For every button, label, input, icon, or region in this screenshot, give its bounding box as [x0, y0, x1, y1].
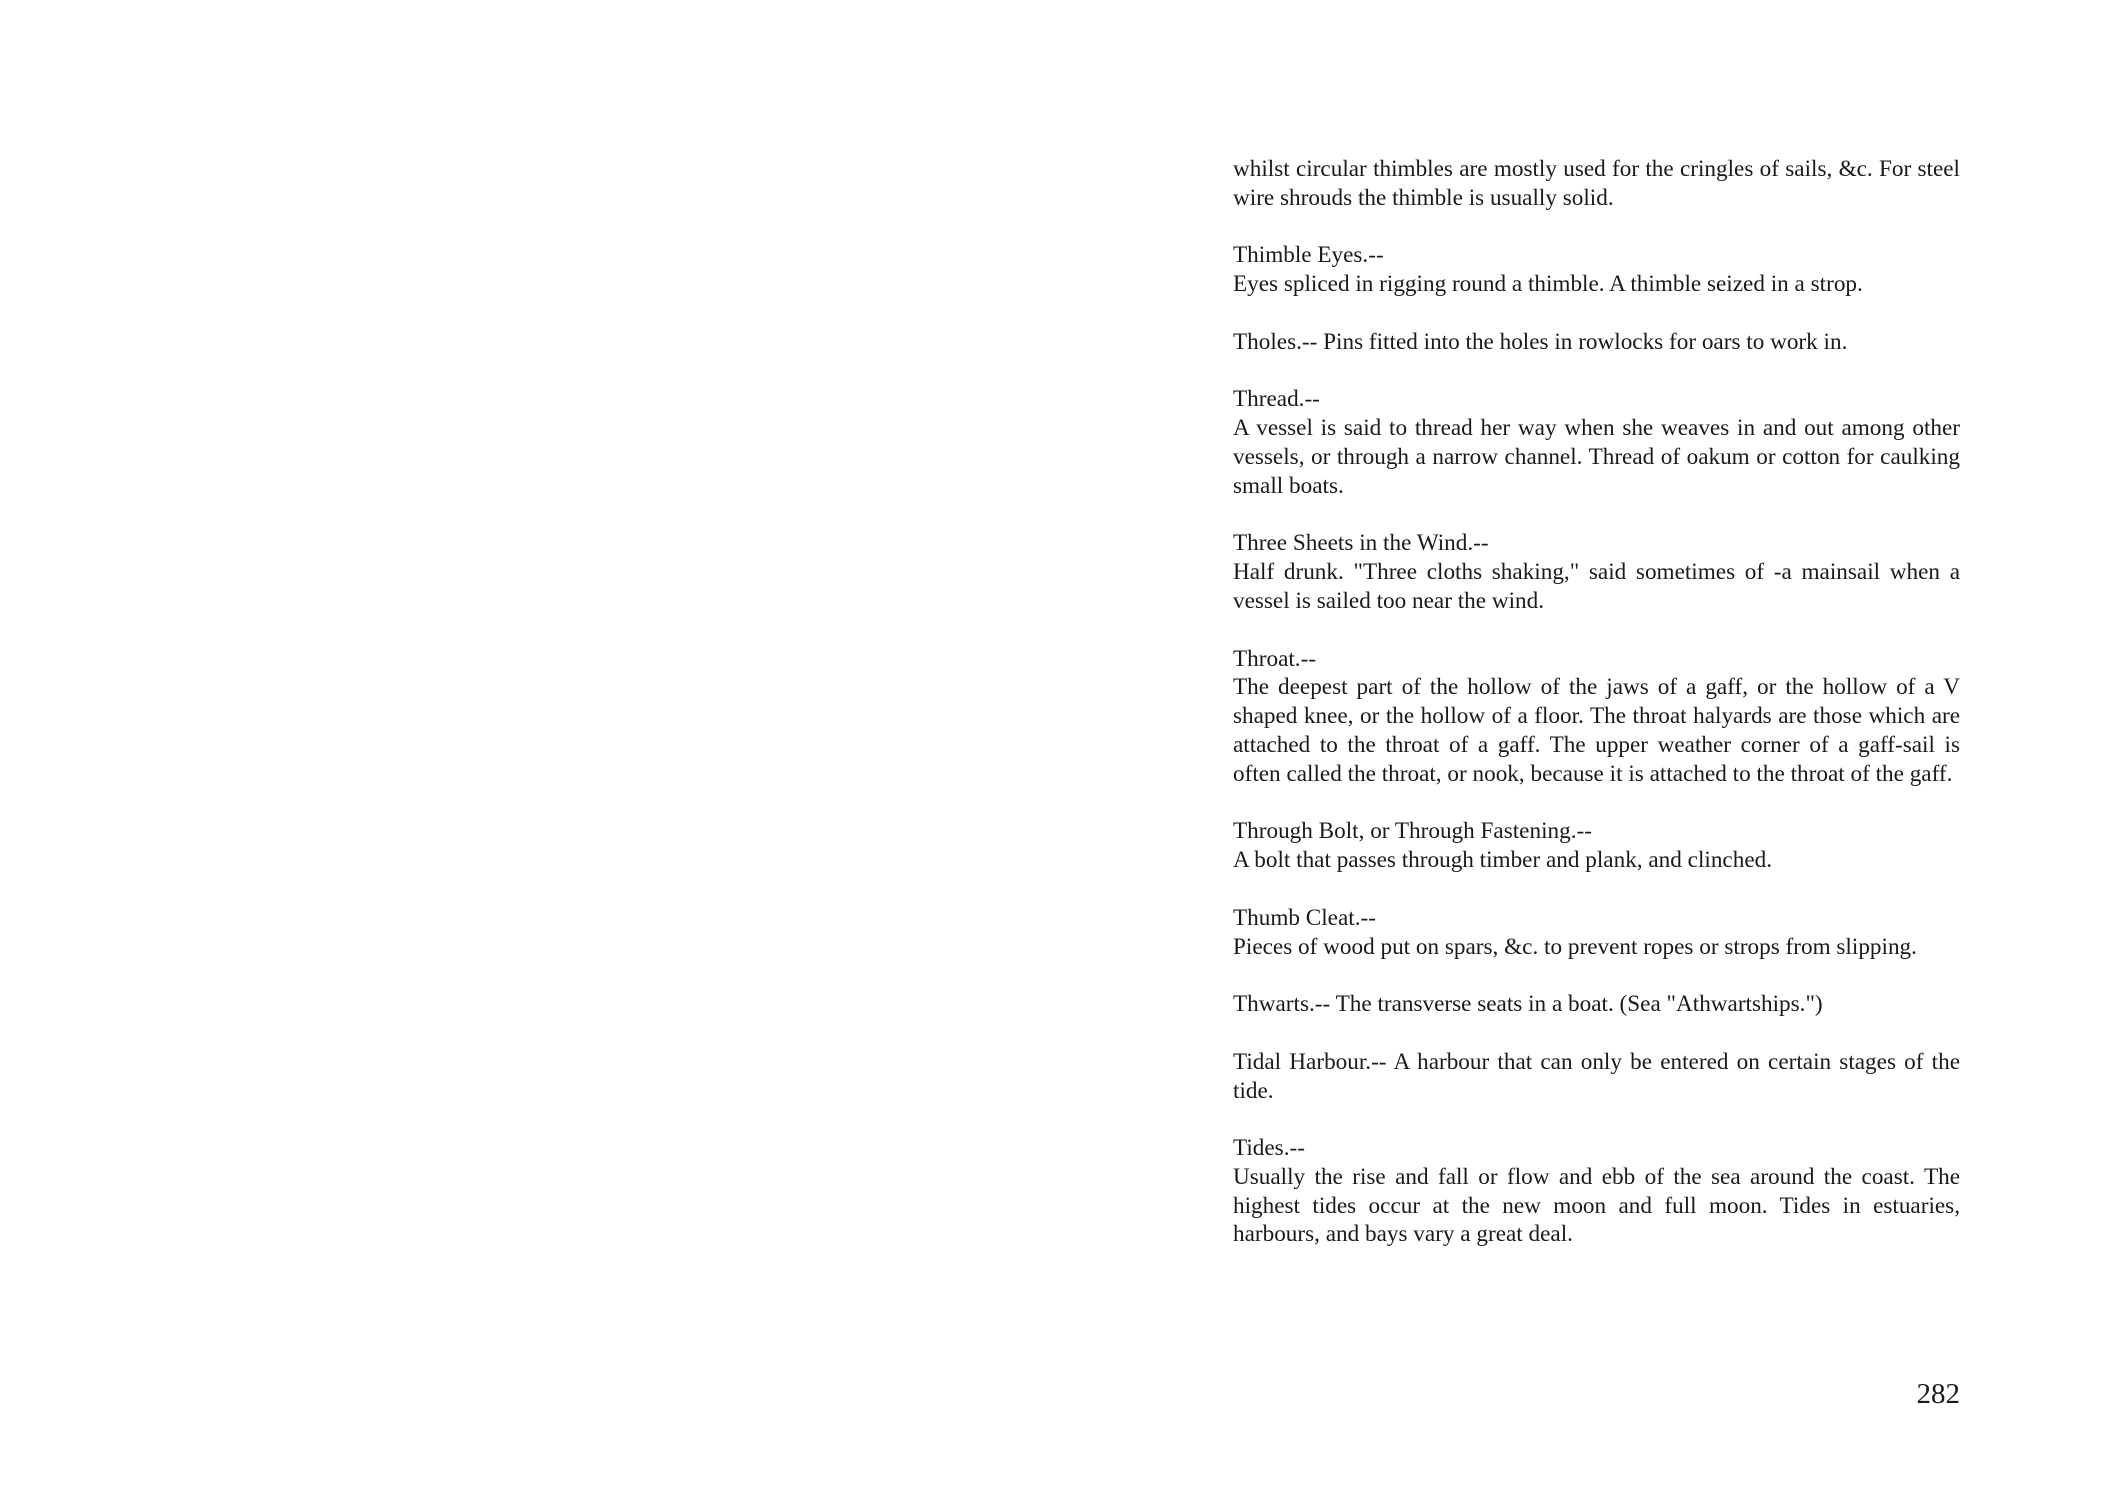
- glossary-entry-thimble-continued: [1233, 155, 1960, 213]
- glossary-entry-three-sheets: [1233, 529, 1960, 615]
- glossary-entry-thimble-eyes: [1233, 241, 1960, 299]
- glossary-entry-tides: [1233, 1134, 1960, 1249]
- glossary-entry-thread: [1233, 385, 1960, 500]
- entry-text: Thwarts.-- The transverse seats in a boat. (Sea "Athwartships."): [1233, 991, 1823, 1018]
- entry-text: whilst circular thimbles are mostly used for the cringles of sails, &c. For steel wire shrouds the thimble is usually solid.: [1233, 156, 1960, 211]
- glossary-entry-tholes: [1233, 328, 1960, 357]
- entry-definition: A bolt that passes through timber and plank, and clinched.: [1233, 847, 1772, 874]
- entry-term: Thimble Eyes.--: [1233, 242, 1384, 269]
- entry-text: Tidal Harbour.-- A harbour that can only be entered on certain stages of the tide.: [1233, 1048, 1960, 1104]
- entry-term: Thumb Cleat.--: [1233, 904, 1376, 931]
- glossary-entry-thumb-cleat: [1233, 904, 1960, 962]
- entry-text: Tholes.-- Pins fitted into the holes in rowlocks for oars to work in.: [1233, 328, 1848, 355]
- entry-definition: The deepest part of the hollow of the jaws of a gaff, or the hollow of a V shaped knee, or the hollow of a floor. The throat halyards are those which are attached to the throat of a gaff. The upper weather corner of a gaff-sail is often called the throat, or nook, because it is attached to the throat of the gaff.: [1233, 674, 1960, 787]
- glossary-entry-tidal-harbour: [1233, 1048, 1960, 1106]
- entry-definition: A vessel is said to thread her way when she weaves in and out among other vessels, or through a narrow channel. Thread of oakum or cotton for caulking small boats.: [1233, 415, 1960, 499]
- entry-definition: Pieces of wood put on spars, &c. to prevent ropes or strops from slipping.: [1233, 933, 1917, 960]
- entry-definition: Half drunk. "Three cloths shaking," said sometimes of -a mainsail when a vessel is sailed too near the wind.: [1233, 559, 1960, 614]
- entry-term: Tides.--: [1233, 1135, 1305, 1162]
- entry-definition: Usually the rise and fall or flow and ebb of the sea around the coast. The highest tides occur at the new moon and full moon. Tides in estuaries, harbours, and bays vary a great deal.: [1233, 1163, 1960, 1248]
- entry-term: Thread.--: [1233, 386, 1320, 413]
- glossary-entry-through-bolt: [1233, 817, 1960, 875]
- entry-term: Through Bolt, or Through Fastening.--: [1233, 818, 1592, 845]
- glossary-entry-thwarts: [1233, 990, 1960, 1019]
- entry-definition: Eyes spliced in rigging round a thimble. A thimble seized in a strop.: [1233, 271, 1863, 298]
- entry-term: Three Sheets in the Wind.--: [1233, 530, 1489, 557]
- left-blank-page: [0, 0, 1052, 1489]
- entry-term: Throat.--: [1233, 645, 1317, 672]
- glossary-entry-throat: [1233, 645, 1960, 789]
- glossary-text-column: [1233, 155, 1960, 1278]
- page-number: 282: [1916, 1378, 1960, 1410]
